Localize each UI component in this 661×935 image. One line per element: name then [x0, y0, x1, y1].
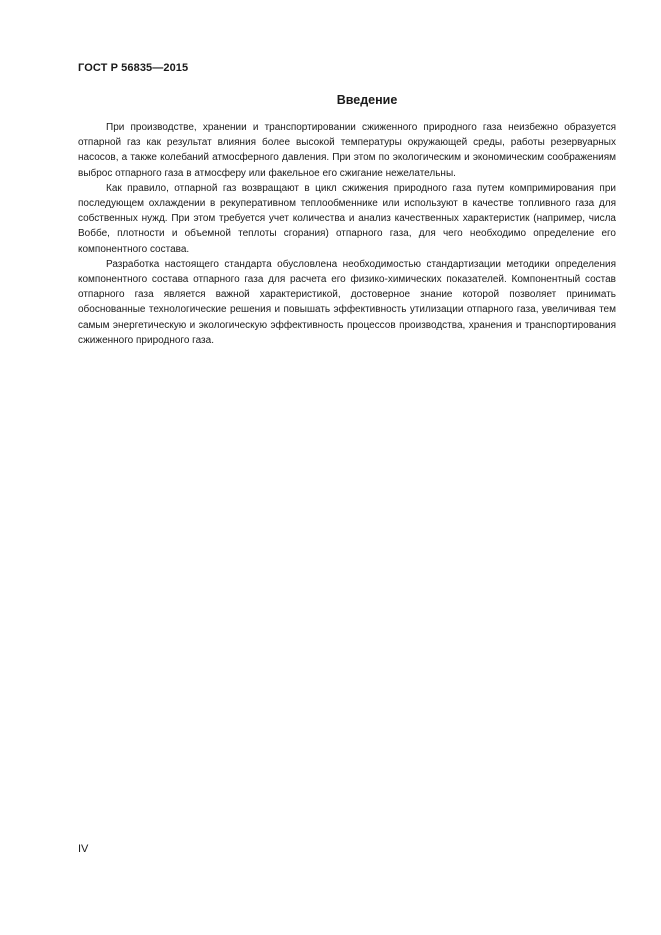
standard-number-header: ГОСТ Р 56835—2015	[78, 62, 189, 74]
section-title: Введение	[336, 93, 398, 107]
page-number: IV	[78, 843, 89, 855]
paragraph-2: Как правило, отпарной газ возвращают в цикл сжижения природного газа путем компримирования при последующем охлаждении в рекуперативном теплообменнике или используют в качестве топливного газа для собственных нужд. При этом требуется учет количества и анализ качественных характеристик (например, числа Воббе, плотности и объемной теплоты сгорания) отпарного газа, для чего необходимо определение его компонентного состава.	[78, 182, 616, 255]
paragraph-3: Разработка настоящего стандарта обусловлена необходимостью стандартизации методики определения компонентного состава отпарного газа для расчета его физико-химических показателей. Компонентный состав отпарного газа является важной характеристикой, достоверное знание которой позволяет принимать обоснованные технологические решения и повышать эффективность утилизации отпарного газа, увеличивая тем самым энергетическую и экологическую эффективность процессов производства, хранения и транспортирования сжиженного природного газа.	[78, 258, 616, 346]
paragraph-1: При производстве, хранении и транспортировании сжиженного природного газа неизбежно образуется отпарной газ как результат влияния более высокой температуры окружающей среды, работы резервуарных насосов, а также колебаний атмосферного давления. При этом по экологическим и экономическим соображениям выброс отпарного газа в атмосферу или факельное его сжигание нежелательны.	[78, 122, 616, 179]
body-text	[78, 120, 616, 348]
